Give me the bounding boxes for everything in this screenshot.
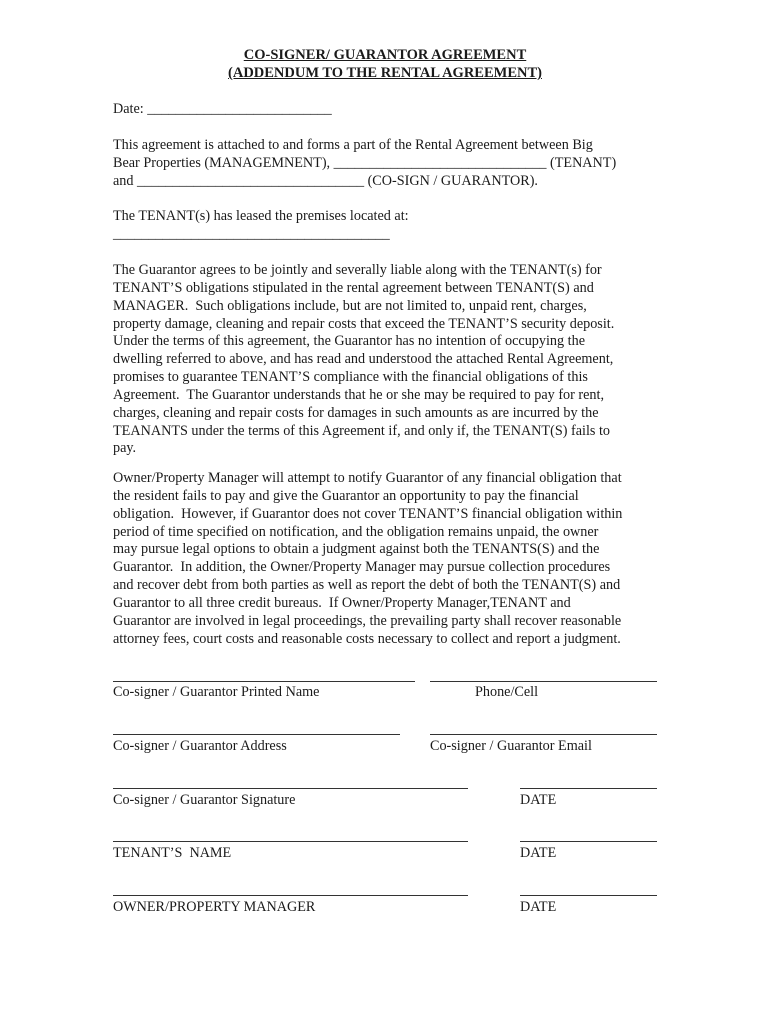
tenant-name-label: TENANT’S NAME <box>113 845 232 861</box>
guarantor-signature-label: Co-signer / Guarantor Signature <box>113 792 296 808</box>
paragraph-line: Owner/Property Manager will attempt to notify Guarantor of any financial obligation that <box>113 470 622 486</box>
paragraph-line: Guarantor. In addition, the Owner/Property Manager may pursue collection procedures <box>113 559 611 576</box>
intro-line-2: Bear Properties (MANAGEMNENT), ______________________________ (TENANT) <box>113 155 617 171</box>
paragraph-line: obligation. However, if Guarantor does not cover TENANT’S financial obligation within <box>113 505 623 522</box>
printed-name-signature-line[interactable] <box>113 681 415 682</box>
email-signature-line[interactable] <box>430 734 657 735</box>
intro-line-3: and ________________________________ (CO-SIGN / GUARANTOR). <box>113 173 538 189</box>
paragraph-line: the resident fails to pay and give the Guarantor an opportunity to pay the financial <box>113 487 579 504</box>
paragraph-line: attorney fees, court costs and reasonable costs necessary to collect and report a judgment. <box>113 630 621 647</box>
printed-name-label: Co-signer / Guarantor Printed Name <box>113 684 320 700</box>
paragraph-line: period of time specified on notification, and the obligation remains unpaid, the owner <box>113 523 599 540</box>
paragraph-line: pay. <box>113 440 137 457</box>
tenant-name-line[interactable] <box>113 841 468 842</box>
document-subtitle: (ADDENDUM TO THE RENTAL AGREEMENT) <box>228 65 542 81</box>
paragraph-line: promises to guarantee TENANT’S compliance with the financial obligations of this <box>113 369 588 386</box>
phone-signature-line[interactable] <box>430 681 657 682</box>
paragraph-line: Agreement. The Guarantor understands that he or she may be required to pay for rent, <box>113 386 605 403</box>
guarantor-signature-line[interactable] <box>113 788 468 789</box>
owner-date-label: DATE <box>520 899 557 915</box>
document-title: CO-SIGNER/ GUARANTOR AGREEMENT <box>243 47 527 63</box>
paragraph-line: The Guarantor agrees to be jointly and severally liable along with the TENANT(s) for <box>113 262 602 278</box>
paragraph-line: may pursue legal options to obtain a judgment against both the TENANTS(S) and the <box>113 541 600 558</box>
date-field[interactable]: Date: __________________________ <box>113 101 332 117</box>
paragraph-line: Guarantor are involved in legal proceedings, the prevailing party shall recover reasonable <box>113 612 622 629</box>
owner-signature-line[interactable] <box>113 895 468 896</box>
guarantor-date-line[interactable] <box>520 788 657 789</box>
paragraph-line: charges, cleaning and repair costs for damages in such amounts as are incurred by the <box>113 404 599 421</box>
premises-address-field[interactable]: _______________________________________ <box>113 226 390 242</box>
address-signature-line[interactable] <box>113 734 400 735</box>
tenant-date-label: DATE <box>520 845 557 861</box>
owner-label: OWNER/PROPERTY MANAGER <box>113 899 316 915</box>
intro-line-1: This agreement is attached to and forms a part of the Rental Agreement between Big <box>113 137 593 153</box>
paragraph-line: TENANT’S obligations stipulated in the rental agreement between TENANT(S) and <box>113 279 594 296</box>
phone-label: Phone/Cell <box>475 684 539 700</box>
email-label: Co-signer / Guarantor Email <box>430 738 592 754</box>
tenant-date-line[interactable] <box>520 841 657 842</box>
paragraph-line: Guarantor to all three credit bureaus. If Owner/Property Manager,TENANT and <box>113 594 571 611</box>
paragraph-line: Under the terms of this agreement, the Guarantor has no intention of occupying the <box>113 333 585 350</box>
guarantor-liability-paragraph <box>113 262 658 458</box>
owner-date-line[interactable] <box>520 895 657 896</box>
paragraph-line: TEANANTS under the terms of this Agreement if, and only if, the TENANT(S) fails to <box>113 422 610 439</box>
premises-label: The TENANT(s) has leased the premises located at: <box>113 208 409 224</box>
paragraph-line: dwelling referred to above, and has read and understood the attached Rental Agreement, <box>113 351 614 368</box>
notification-paragraph <box>113 470 658 648</box>
paragraph-line: and recover debt from both parties as well as report the debt of both the TENANT(S) and <box>113 577 621 594</box>
guarantor-date-label: DATE <box>520 792 557 808</box>
paragraph-line: MANAGER. Such obligations include, but are not limited to, unpaid rent, charges, <box>113 297 587 314</box>
address-label: Co-signer / Guarantor Address <box>113 738 287 754</box>
paragraph-line: property damage, cleaning and repair costs that exceed the TENANT’S security deposit. <box>113 315 615 332</box>
